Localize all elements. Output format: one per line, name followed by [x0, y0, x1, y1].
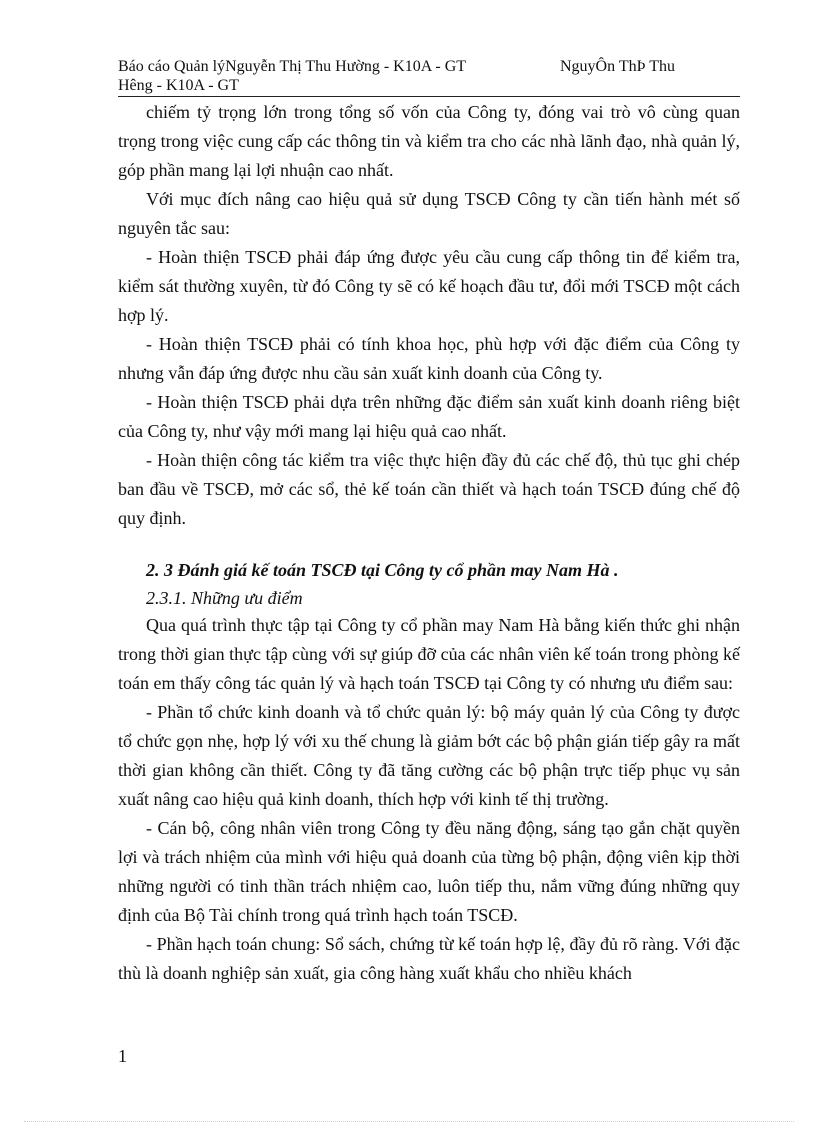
header-line-2: Hêng - K10A - GT [118, 77, 239, 94]
paragraph: - Cán bộ, công nhân viên trong Công ty đều năng động, sáng tạo gắn chặt quyền lợi và trách nhiệm của mình với hiệu quả doanh của từng bộ phận, động viên kịp thời những người có tinh thần trách nhiệm cao, luôn tiếp thu, nắm vững đúng những quy định của Bộ Tài chính trong quá trình hạch toán TSCĐ. [118, 818, 740, 925]
paragraph: chiếm tỷ trọng lớn trong tổng số vốn của Công ty, đóng vai trò vô cùng quan trọng trong việc cung cấp các thông tin và kiểm tra cho các nhà lãnh đạo, nhà quản lý, góp phần mang lại lợi nhuận cao nhất. [118, 102, 740, 180]
page-header [118, 57, 748, 95]
paragraph: Với mục đích nâng cao hiệu quả sử dụng TSCĐ Công ty cần tiến hành mét số nguyên tắc sau: [118, 189, 740, 238]
header-right-text: NguyÔn ThÞ Thu [560, 58, 675, 75]
document-body [118, 98, 740, 988]
paragraph: - Hoàn thiện TSCĐ phải đáp ứng được yêu cầu cung cấp thông tin để kiểm tra, kiểm sát thường xuyên, từ đó Công ty sẽ có kế hoạch đầu tư, đổi mới TSCĐ một cách hợp lý. [118, 247, 740, 325]
section-heading: 2. 3 Đánh giá kế toán TSCĐ tại Công ty cổ phần may Nam Hà . [146, 560, 619, 580]
paragraph: - Hoàn thiện TSCĐ phải có tính khoa học, phù hợp với đặc điểm của Công ty nhưng vẫn đáp ứng được nhu cầu sản xuất kinh doanh của Công ty. [118, 334, 740, 383]
paragraph: Qua quá trình thực tập tại Công ty cổ phần may Nam Hà bằng kiến thức ghi nhận trong thời gian thực tập cùng với sự giúp đỡ của các nhân viên kế toán trong phòng kế toán em thấy công tác quản lý và hạch toán TSCĐ tại Công ty có nhưng ưu điểm sau: [118, 615, 740, 693]
header-rule [118, 96, 740, 97]
page-number: 1 [118, 1046, 127, 1066]
paragraph: - Phần tổ chức kinh doanh và tổ chức quản lý: bộ máy quản lý của Công ty được tổ chức gọn nhẹ, hợp lý với xu thế chung là giảm bớt các bộ phận gián tiếp gây ra mất thời gian không cần thiết. Công ty đã tăng cường các bộ phận trực tiếp phục vụ sản xuất nâng cao hiệu quả kinh doanh, thích hợp với kinh tế thị trường. [118, 702, 740, 809]
paragraph: - Hoàn thiện công tác kiểm tra việc thực hiện đầy đủ các chế độ, thủ tục ghi chép ban đầu về TSCĐ, mở các sổ, thẻ kế toán cần thiết và hạch toán TSCĐ đúng chế độ quy định. [118, 450, 740, 528]
spacer [118, 533, 740, 555]
paragraph: - Hoàn thiện TSCĐ phải dựa trên những đặc điểm sản xuất kinh doanh riêng biệt của Công ty, như vậy mới mang lại hiệu quả cao nhất. [118, 392, 740, 441]
header-line-1 [118, 57, 748, 76]
page-bottom-border [24, 1121, 794, 1122]
header-left-text: Báo cáo Quản lýNguyễn Thị Thu Hường - K10A - GT [118, 58, 467, 75]
paragraph: - Phần hạch toán chung: Sổ sách, chứng từ kế toán hợp lệ, đầy đủ rõ ràng. Với đặc thù là doanh nghiệp sản xuất, gia công hàng xuất khẩu cho nhiều khách [118, 934, 740, 983]
subsection-heading: 2.3.1. Những ưu điểm [146, 588, 303, 608]
